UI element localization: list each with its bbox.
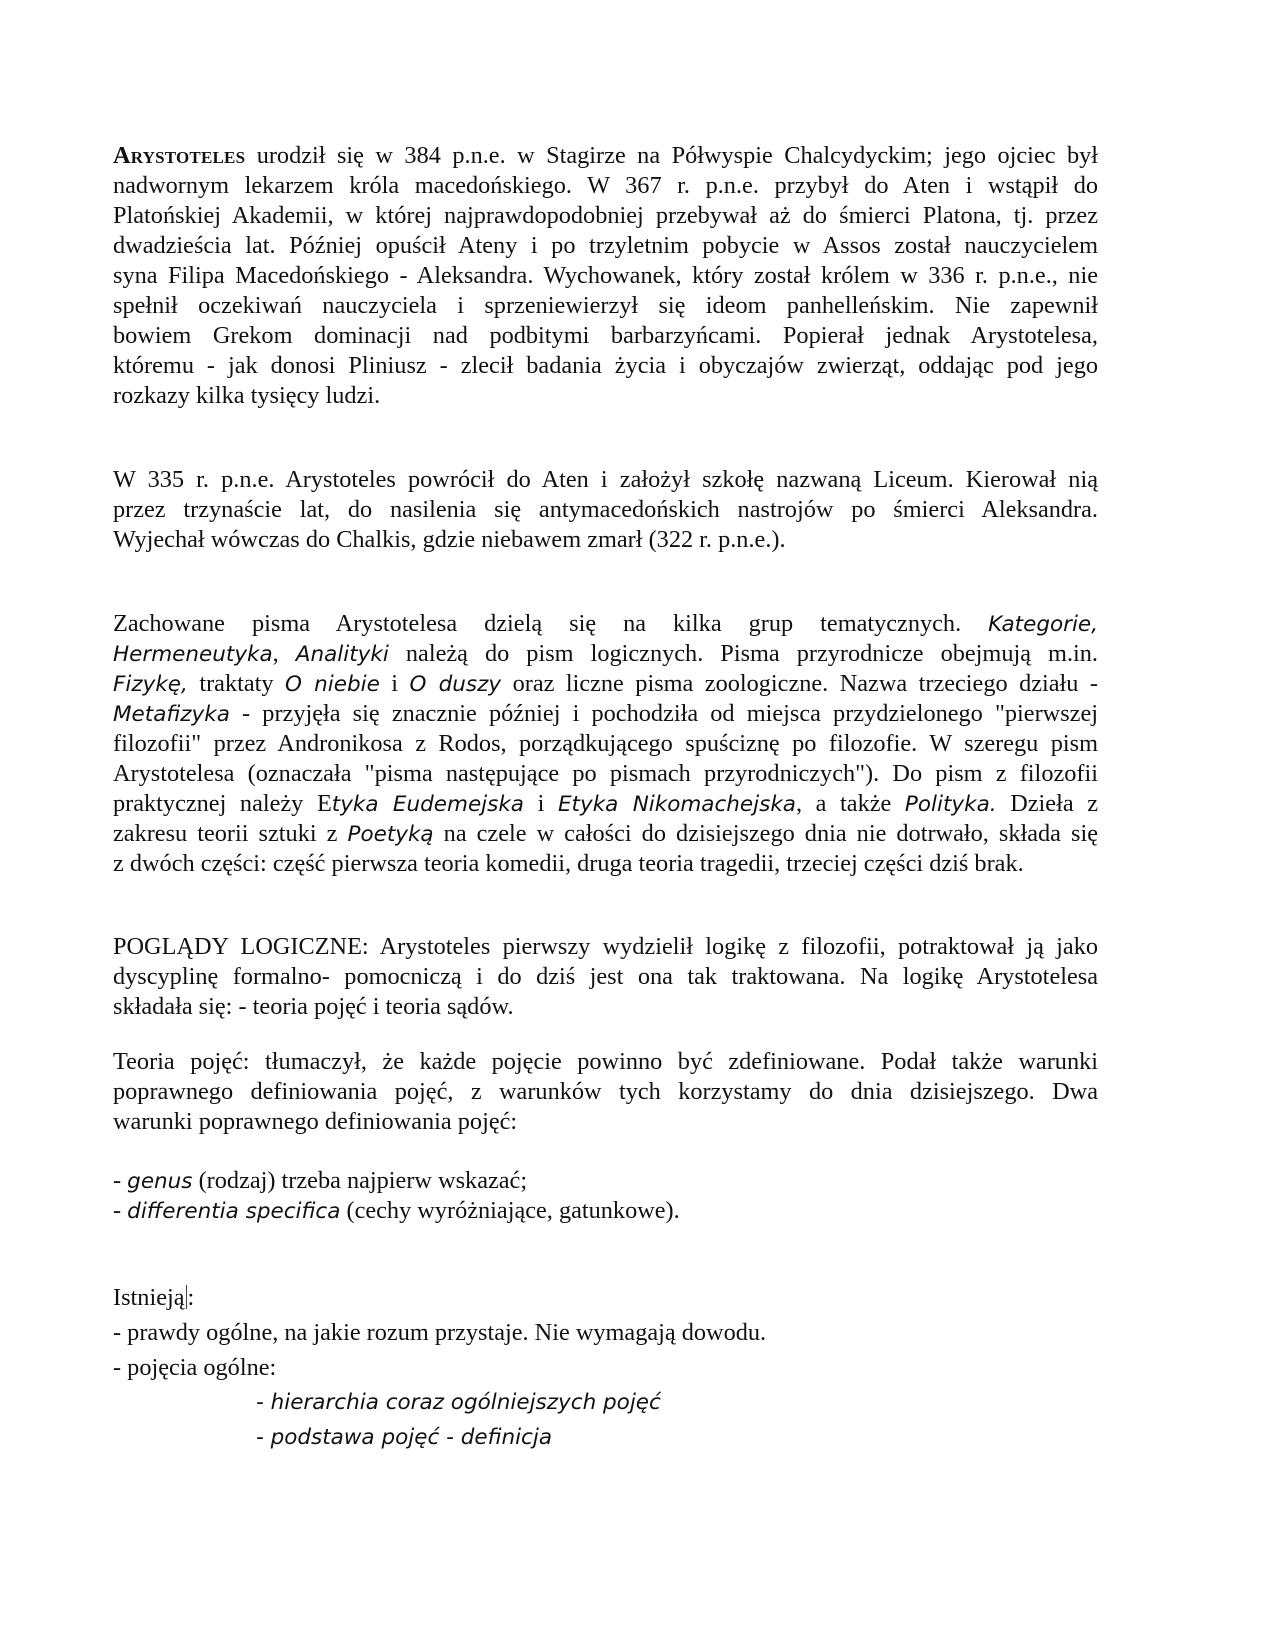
p1-line-4: dwadzieścia lat. Później opuścił Ateny i po trzyletnim pobycie w Assos został nauczycielem: [113, 232, 1098, 259]
condition-genus: - genus (rodzaj) trzeba najpierw wskazać;: [113, 1167, 528, 1194]
p4-line-3: składała się: - teoria pojęć i teoria sądów.: [113, 993, 514, 1020]
p1-line-8: któremu - jak donosi Pliniusz - zlecił badania życia i obyczajów zwierząt, oddając pod jego: [113, 352, 1098, 379]
p1-line-9: rozkazy kilka tysięcy ludzi.: [113, 382, 381, 409]
p3-line-9: z dwóch części: część pierwsza teoria komedii, druga teoria tragedii, trzeciej części dziś brak.: [113, 850, 1024, 877]
p3-line-8: zakresu teorii sztuki z Poetyką na czele w całości do dzisiejszego dnia nie dotrwało, składa się: [113, 820, 1098, 847]
title-kategorie: Kategorie,: [988, 612, 1098, 637]
p3-line-3: Fizykę, traktaty O niebie i O duszy oraz liczne pisma zoologiczne. Nazwa trzeciego działu -: [113, 670, 1098, 697]
p4-line-2: dyscyplinę formalno- pomocniczą i do dziś jest ona tak traktowana. Na logikę Arystotelesa: [113, 963, 1098, 990]
title-polityka: Polityka.: [904, 792, 997, 817]
title-o-duszy: O duszy: [409, 672, 502, 697]
p3-line-6: Arystotelesa (oznaczała "pisma następujące po pismach przyrodniczych"). Do pism z filozofii: [113, 760, 1098, 787]
exists-item-concepts: - pojęcia ogólne:: [113, 1354, 277, 1381]
p1-line-7: bowiem Grekom dominacji nad podbitymi barbarzyńcami. Popierał jednak Arystotelesa,: [113, 322, 1098, 349]
p5-line-2: poprawnego definiowania pojęć, z warunków tych korzystamy do dnia dzisiejszego. Dwa: [113, 1078, 1098, 1105]
title-etyka-eudemejska: tyka Eudemejska: [331, 792, 524, 817]
p5-line-3: warunki poprawnego definiowania pojęć:: [113, 1108, 518, 1135]
subitem-hierarchy: - hierarchia coraz ogólniejszych pojęć: [256, 1390, 661, 1415]
p1-line-5: syna Filipa Macedońskiego - Aleksandra. Wychowanek, który został królem w 336 r. p.n.e., nie: [113, 262, 1098, 289]
p3-line-7: praktycznej należy Etyka Eudemejska i Etyka Nikomachejska, a także Polityka. Dzieła z: [113, 790, 1098, 817]
p5-line-1: Teoria pojęć: tłumaczył, że każde pojęcie powinno być zdefiniowane. Podał także warunki: [113, 1048, 1098, 1075]
exists-item-truths: - prawdy ogólne, na jakie rozum przystaje. Nie wymagają dowodu.: [113, 1319, 767, 1346]
exists-heading: Istnieją :: [113, 1284, 195, 1311]
subitem-definition: - podstawa pojęć - definicja: [256, 1425, 553, 1450]
p1-line-1: Arystoteles urodził się w 384 p.n.e. w Stagirze na Półwyspie Chalcydyckim; jego ojciec był: [113, 142, 1098, 169]
author-name-smallcaps: Arystoteles: [113, 142, 246, 169]
p1-line-6: spełnił oczekiwań nauczyciela i sprzeniewierzył się ideom panhelleńskim. Nie zapewnił: [113, 292, 1098, 319]
title-hermeneutyka: Hermeneutyka: [113, 642, 273, 667]
term-differentia-specifica: differentia specifica: [127, 1199, 341, 1224]
p1-line-2: nadwornym lekarzem króla macedońskiego. W 367 r. p.n.e. przybył do Aten i wstąpił do: [113, 172, 1098, 199]
title-poetyka: Poetyką: [347, 822, 434, 847]
p2-line-1: W 335 r. p.n.e. Arystoteles powrócił do Aten i założył szkołę nazwaną Liceum. Kierował nią: [113, 466, 1098, 493]
p3-line-2: Hermeneutyka, Analityki należą do pism logicznych. Pisma przyrodnicze obejmują m.in.: [113, 640, 1098, 667]
condition-differentia: - differentia specifica (cechy wyróżniające, gatunkowe).: [113, 1197, 680, 1224]
term-genus: genus: [127, 1169, 193, 1194]
title-o-niebie: O niebie: [285, 672, 380, 697]
p2-line-2: przez trzynaście lat, do nasilenia się antymacedońskich nastrojów po śmierci Aleksandra.: [113, 496, 1098, 523]
p3-line-5: filozofii" przez Andronikosa z Rodos, porządkującego spuściznę po filozofie. W szeregu pism: [113, 730, 1098, 757]
text-cursor: [186, 1285, 187, 1309]
p1-line-3: Platońskiej Akademii, w której najprawdopodobniej przebywał aż do śmierci Platona, tj. przez: [113, 202, 1098, 229]
title-etyka-nikomachejska: Etyka Nikomachejska: [557, 792, 796, 817]
p3-line-1: Zachowane pisma Arystotelesa dzielą się na kilka grup tematycznych. Kategorie,: [113, 610, 1098, 637]
p3-line-4: Metafizyka - przyjęła się znacznie później i pochodziła od miejsca przydzielonego "pierwszej: [113, 700, 1098, 727]
title-analityki: Analityki: [295, 642, 389, 667]
p4-line-1: POGLĄDY LOGICZNE: Arystoteles pierwszy wydzielił logikę z filozofii, potraktował ją jako: [113, 933, 1098, 960]
title-metafizyka: Metafizyka: [113, 702, 230, 727]
title-fizyka: Fizykę,: [113, 672, 188, 697]
p2-line-3: Wyjechał wówczas do Chalkis, gdzie niebawem zmarł (322 r. p.n.e.).: [113, 526, 786, 553]
